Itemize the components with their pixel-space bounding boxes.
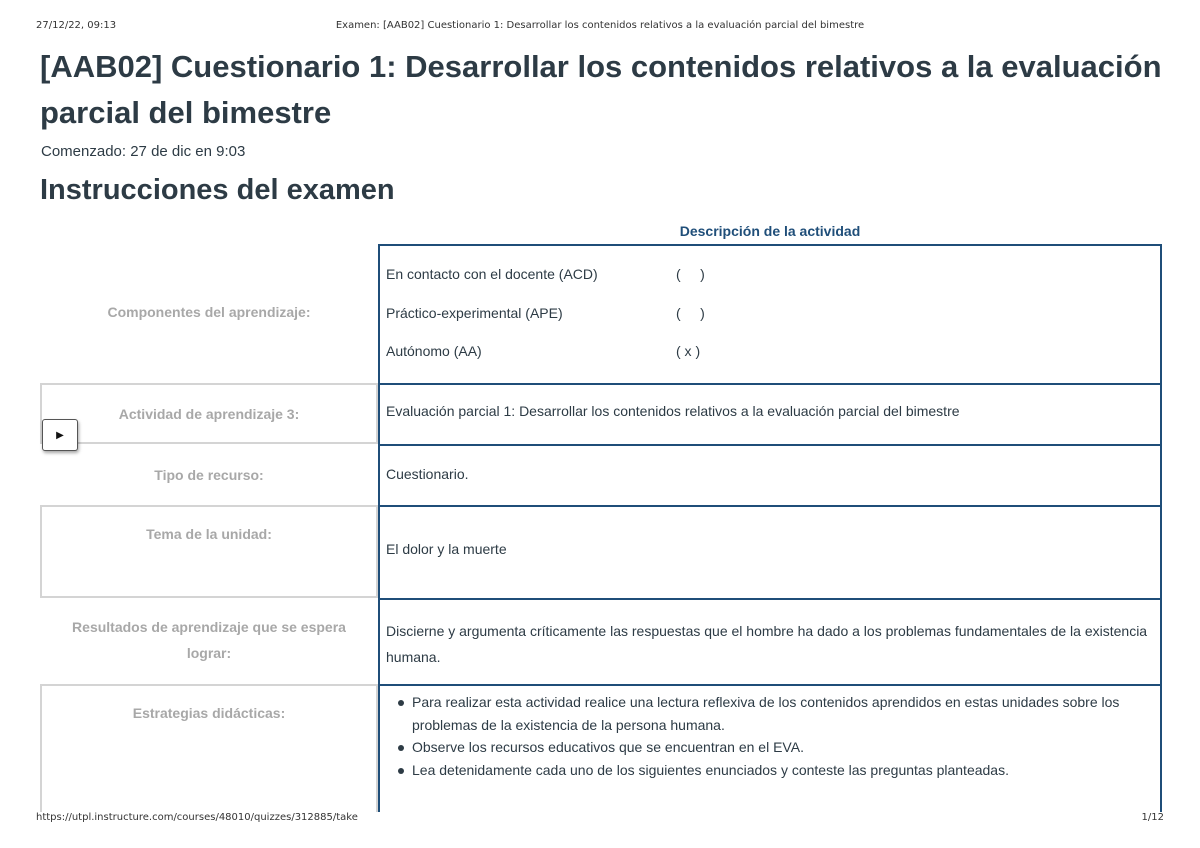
expected-results-value: Discierne y argumenta críticamente las respuestas que el hombre ha dado a los problemas fundamentales de la existencia humana. (378, 598, 1162, 684)
print-doc-title: Examen: [AAB02] Cuestionario 1: Desarrollar los contenidos relativos a la evaluación parcial del bimestre (335, 20, 865, 31)
play-button[interactable] (42, 419, 78, 451)
strategies-value (378, 684, 1162, 812)
components-value (378, 244, 1162, 383)
resource-type-value: Cuestionario. (378, 444, 1162, 505)
list-item: Lea detenidamente cada uno de los siguientes enunciados y conteste las preguntas planteadas. (386, 759, 1146, 782)
component-acd-mark: ( ) (676, 266, 705, 282)
expected-results-label: Resultados de aprendizaje que se espera lograr: (72, 619, 346, 661)
print-header (36, 20, 1164, 34)
activity-description-table (40, 218, 1162, 812)
components-label: Componentes del aprendizaje: (107, 304, 311, 320)
column-header: Descripción de la actividad (679, 223, 861, 239)
unit-topic-value: El dolor y la muerte (378, 505, 1162, 598)
list-item: Observe los recursos educativos que se encuentran en el EVA. (386, 736, 1146, 759)
page-number: 1/12 (1141, 812, 1164, 823)
component-aa-label: Autónomo (AA) (386, 343, 482, 359)
play-icon: ▶ (56, 429, 64, 441)
table-row-unit-topic (40, 505, 1162, 598)
print-footer (36, 812, 1164, 826)
table-row-components (40, 244, 1162, 383)
quiz-title: [AAB02] Cuestionario 1: Desarrollar los contenidos relativos a la evaluación parcial del bimestre (40, 49, 1162, 130)
component-ape-mark: ( ) (676, 305, 705, 321)
unit-topic-label: Tema de la unidad: (40, 505, 378, 598)
activity-value: Evaluación parcial 1: Desarrollar los contenidos relativos a la evaluación parcial del bimestre (378, 383, 1162, 444)
table-row-expected-results (40, 598, 1162, 684)
table-row-strategies (40, 684, 1162, 812)
resource-type-label: Tipo de recurso: (154, 467, 264, 483)
table-row-resource-type (40, 444, 1162, 505)
component-ape-label: Práctico-experimental (APE) (386, 305, 563, 321)
print-url: https://utpl.instructure.com/courses/48010/quizzes/312885/take (36, 812, 358, 823)
print-datetime: 27/12/22, 09:13 (36, 20, 117, 31)
component-acd-label: En contacto con el docente (ACD) (386, 266, 598, 282)
component-aa-mark: ( x ) (676, 343, 701, 359)
strategies-list (386, 691, 1146, 781)
table-row-activity (40, 383, 1162, 444)
instructions-heading: Instrucciones del examen (40, 174, 395, 206)
list-item: Para realizar esta actividad realice una lectura reflexiva de los contenidos aprendidos en estas unidades sobre los problemas de la existencia de la persona humana. (386, 691, 1146, 736)
activity-label: Actividad de aprendizaje 3: (40, 383, 378, 444)
started-timestamp: Comenzado: 27 de dic en 9:03 (41, 143, 246, 160)
strategies-label: Estrategias didácticas: (40, 684, 378, 812)
